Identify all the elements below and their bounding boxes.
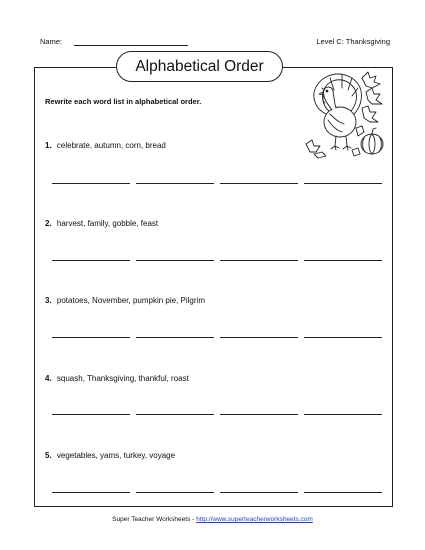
answer-line[interactable] xyxy=(304,260,382,261)
question-word-list: harvest, family, gobble, feast xyxy=(56,219,159,228)
answer-line[interactable] xyxy=(52,492,130,493)
question-5 xyxy=(45,451,175,460)
question-2 xyxy=(45,219,158,228)
answer-line[interactable] xyxy=(136,337,214,338)
answer-line[interactable] xyxy=(136,260,214,261)
answer-line[interactable] xyxy=(304,414,382,415)
question-word-list: vegetables, yams, turkey, voyage xyxy=(56,451,176,460)
turkey-with-pumpkin-icon xyxy=(300,68,386,160)
footer-separator: - xyxy=(192,516,195,523)
question-number: 5. xyxy=(45,451,52,460)
answer-line[interactable] xyxy=(220,260,298,261)
question-1 xyxy=(45,141,166,150)
answer-line[interactable] xyxy=(52,260,130,261)
answer-line[interactable] xyxy=(136,492,214,493)
answer-line[interactable] xyxy=(304,337,382,338)
answer-line[interactable] xyxy=(304,183,382,184)
question-3 xyxy=(45,296,205,305)
worksheet-title: Alphabetical Order xyxy=(135,57,264,75)
name-label: Name: xyxy=(40,37,63,46)
footer-url-link[interactable]: http://www.superteacherworksheets.com xyxy=(196,516,313,523)
answer-line[interactable] xyxy=(304,492,382,493)
answer-line[interactable] xyxy=(220,492,298,493)
question-number: 4. xyxy=(45,374,52,383)
worksheet-title-box xyxy=(116,51,283,82)
instructions: Rewrite each word list in alphabetical order. xyxy=(45,97,202,106)
answer-line[interactable] xyxy=(136,183,214,184)
footer-site-name: Super Teacher Worksheets xyxy=(112,516,191,523)
question-word-list: potatoes, November, pumpkin pie, Pilgrim xyxy=(56,296,205,305)
question-4 xyxy=(45,374,189,383)
level-label: Level C: Thanksgiving xyxy=(316,37,390,46)
question-number: 2. xyxy=(45,219,52,228)
question-word-list: squash, Thanksgiving, thankful, roast xyxy=(56,374,189,383)
question-number: 3. xyxy=(45,296,52,305)
question-word-list: celebrate, autumn, corn, bread xyxy=(56,141,166,150)
answer-line[interactable] xyxy=(52,337,130,338)
name-write-line[interactable] xyxy=(74,45,188,46)
answer-line[interactable] xyxy=(52,183,130,184)
footer xyxy=(0,516,425,523)
answer-line[interactable] xyxy=(220,337,298,338)
answer-line[interactable] xyxy=(136,414,214,415)
question-number: 1. xyxy=(45,141,52,150)
answer-line[interactable] xyxy=(52,414,130,415)
worksheet-header xyxy=(40,37,390,49)
answer-line[interactable] xyxy=(220,414,298,415)
answer-line[interactable] xyxy=(220,183,298,184)
